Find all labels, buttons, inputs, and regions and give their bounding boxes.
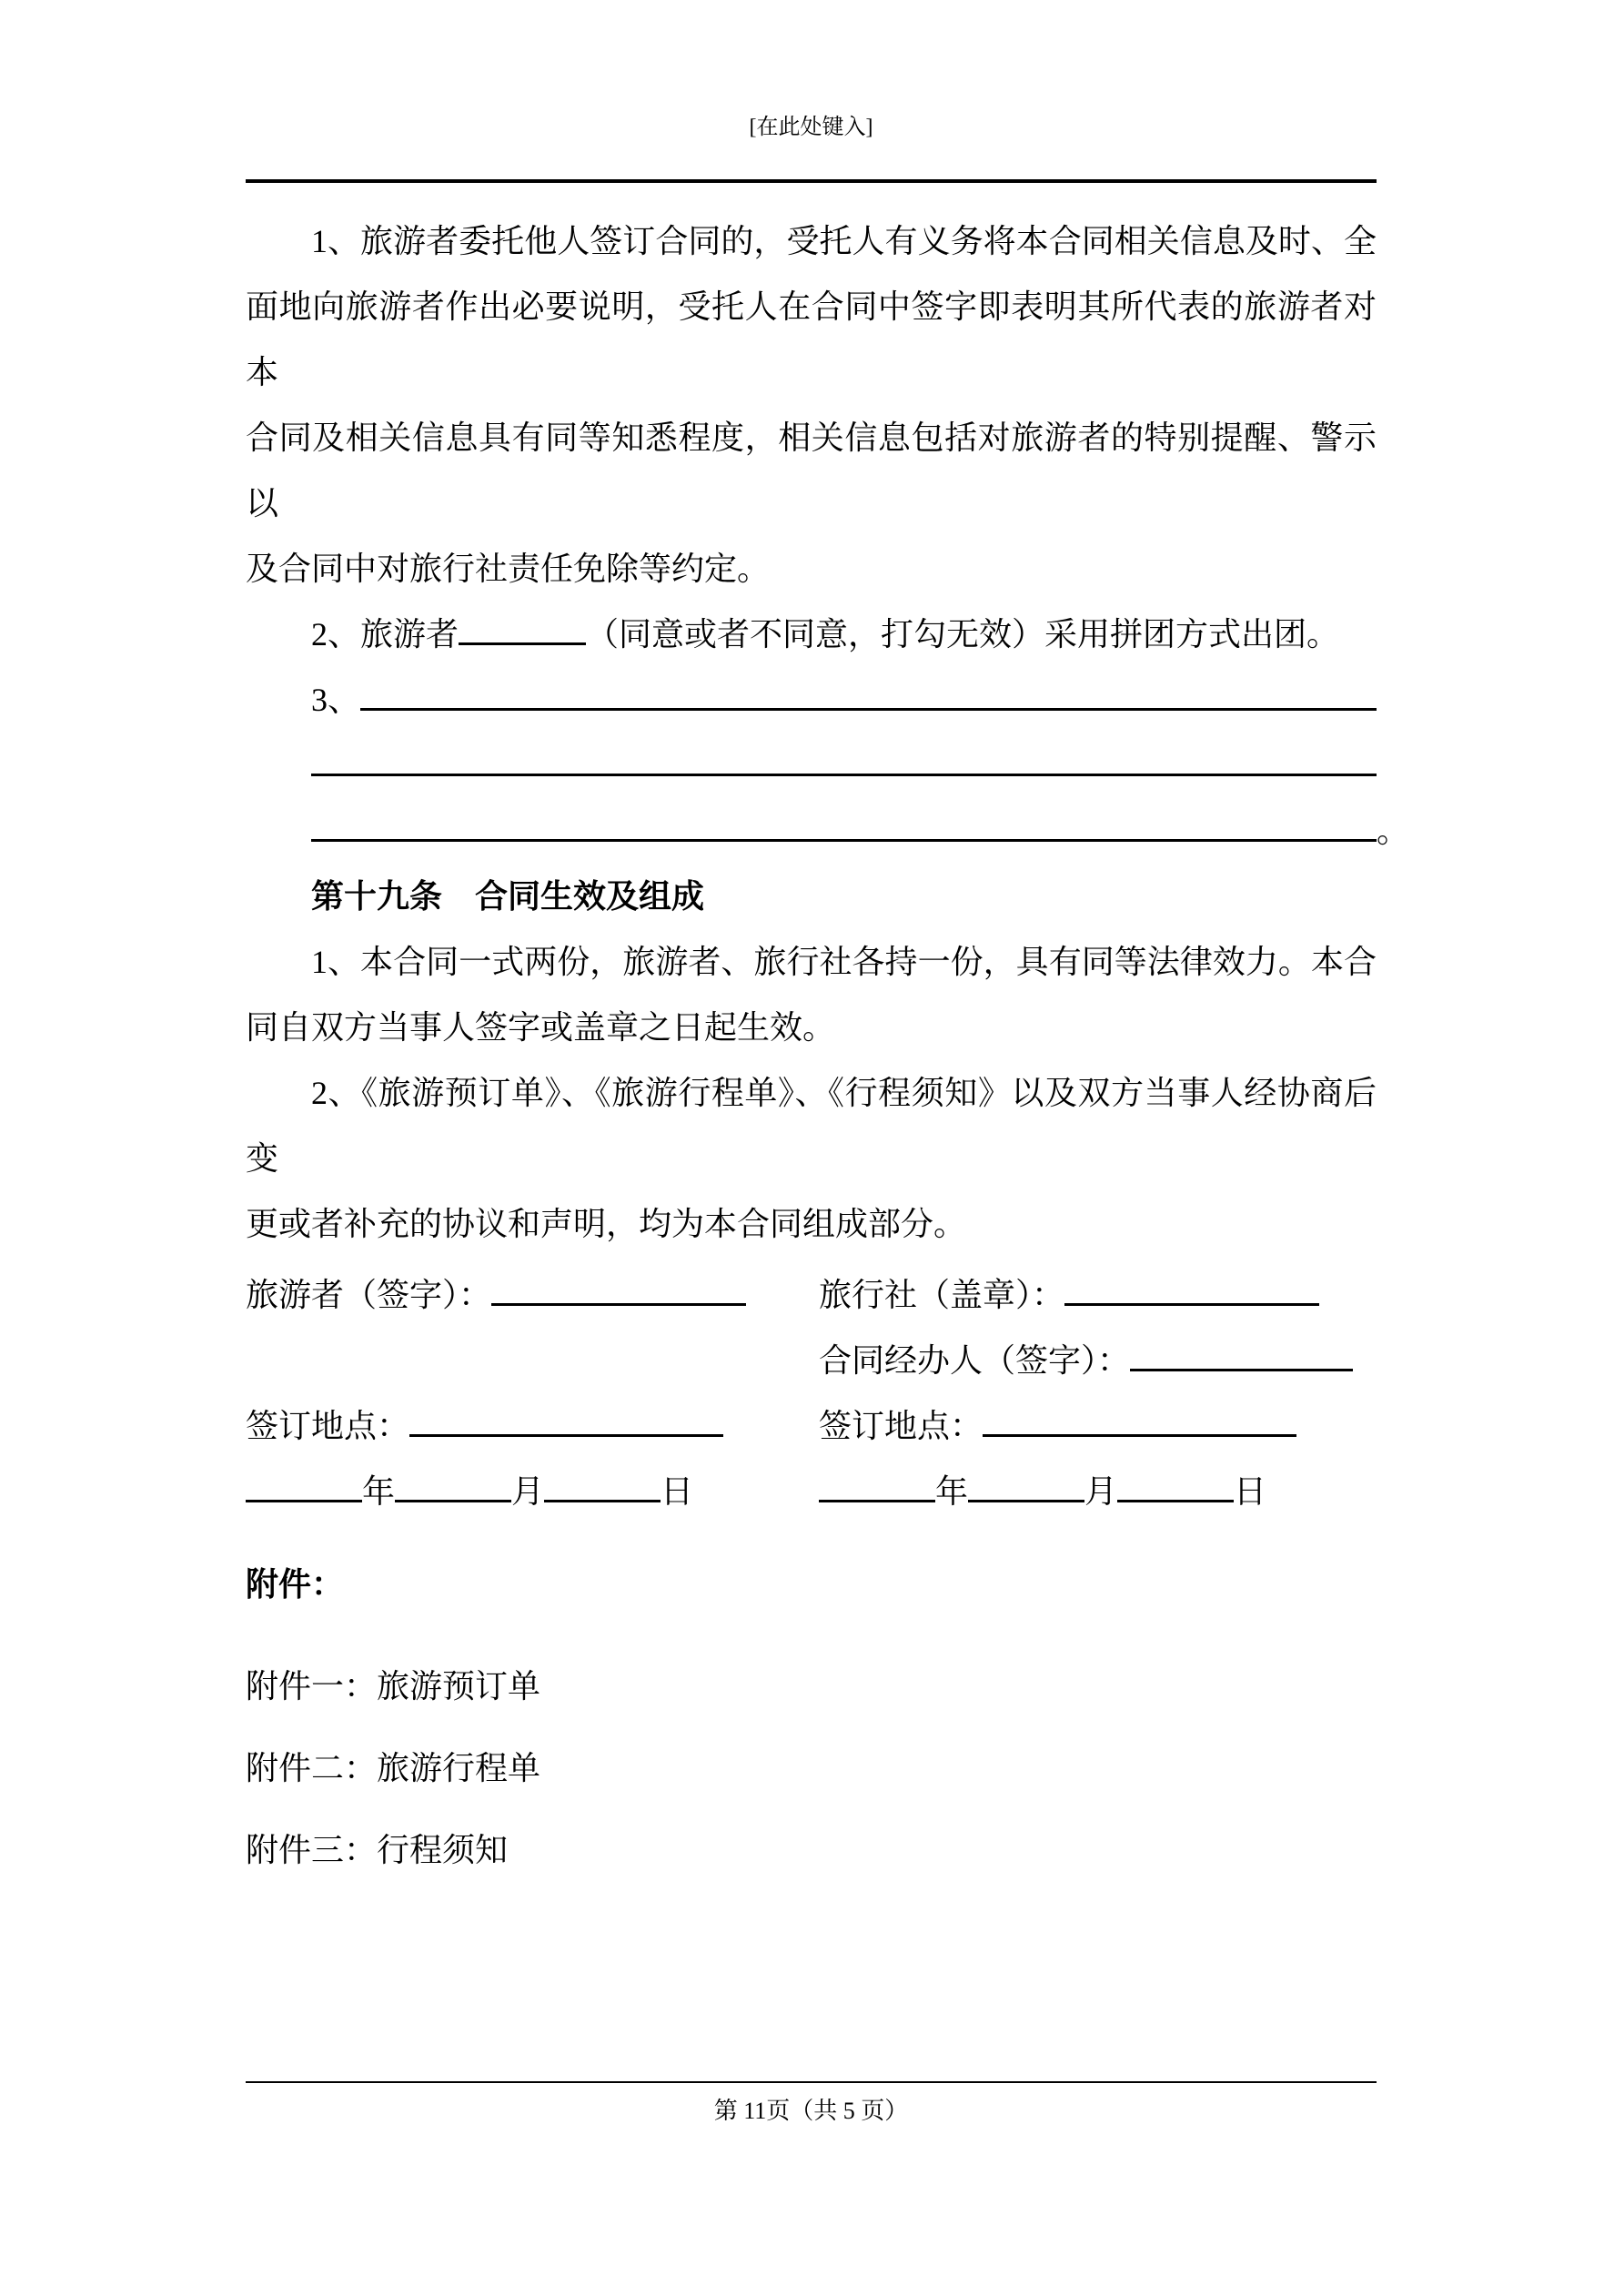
page-footer [246, 2081, 1377, 2125]
traveler-signature-label: 旅游者（签字）： [246, 1277, 492, 1313]
agency-seal-blank[interactable] [1064, 1301, 1319, 1306]
sign-place-label-left: 签订地点： [246, 1408, 410, 1444]
signature-row-4 [246, 1459, 1377, 1524]
year-label: 年 [362, 1473, 396, 1510]
clause-3-blank-1[interactable] [360, 706, 1377, 711]
signature-block [246, 1262, 1377, 1524]
signature-row-1 [246, 1262, 1377, 1328]
sign-place-label-right: 签订地点： [819, 1408, 983, 1444]
sign-place-field-left [246, 1393, 819, 1459]
day-label: 日 [1234, 1473, 1267, 1510]
date-field-right [819, 1459, 1377, 1524]
attachment-item: 附件二：旅游行程单 [246, 1750, 541, 1786]
consent-blank[interactable] [459, 641, 586, 645]
month-blank-left[interactable] [395, 1498, 511, 1502]
article-19-heading: 第十九条 合同生效及组成 [311, 878, 705, 915]
paragraph-line: 及合同中对旅行社责任免除等约定。 [246, 551, 771, 587]
paragraph-line: 2、《旅游预订单》、《旅游行程单》、《行程须知》以及双方当事人经协商后变 [246, 1075, 1377, 1177]
handler-signature-blank[interactable] [1130, 1367, 1353, 1371]
paragraph-line: 1、旅游者委托他人签订合同的，受托人有义务将本合同相关信息及时、全 [311, 223, 1377, 259]
date-field-left [246, 1459, 819, 1524]
clause-3-first-line [246, 667, 1377, 733]
paragraph-line: 面地向旅游者作出必要说明，受托人在合同中签字即表明其所代表的旅游者对本 [246, 288, 1377, 390]
month-blank-right[interactable] [968, 1498, 1084, 1502]
clause-3-paragraph [246, 667, 1410, 864]
header-rule [246, 179, 1377, 183]
handler-signature-label: 合同经办人（签字）： [819, 1342, 1131, 1379]
attachment-item: 附件三：行程须知 [246, 1832, 509, 1868]
document-body [246, 208, 1410, 1883]
sign-place-blank-left[interactable] [409, 1432, 723, 1437]
attachments-section [246, 1552, 1377, 1883]
empty-cell [246, 1328, 819, 1393]
clause-3-prefix: 3、 [311, 682, 361, 718]
paragraph-line: 1、本合同一式两份，旅游者、旅行社各持一份，具有同等法律效力。本合 [311, 944, 1377, 980]
clause-3-period: 。 [1377, 813, 1410, 849]
header-placeholder[interactable]: [在此处键入] [749, 116, 873, 139]
day-label: 日 [661, 1473, 694, 1510]
clause-3-blank-2[interactable] [311, 772, 1377, 776]
clause-1-paragraph [246, 208, 1377, 602]
paragraph-line: 更或者补充的协议和声明，均为本合同组成部分。 [246, 1206, 967, 1242]
page-number: 第 11页（共 5 页） [713, 2098, 909, 2124]
paragraph-line: 合同及相关信息具有同等知悉程度，相关信息包括对旅游者的特别提醒、警示以 [246, 420, 1377, 521]
year-label: 年 [935, 1473, 969, 1510]
sign-place-field-right [819, 1393, 1377, 1459]
traveler-signature-field [246, 1262, 819, 1328]
clause-3-blank-line [246, 733, 1377, 798]
clause-3-blank-line [246, 798, 1410, 864]
year-blank-right[interactable] [819, 1498, 935, 1502]
article-19-paragraph-1 [246, 929, 1377, 1060]
month-label: 月 [511, 1473, 545, 1510]
agency-seal-field [819, 1262, 1377, 1328]
signature-row-2 [246, 1328, 1377, 1393]
year-blank-left[interactable] [246, 1498, 362, 1502]
page-content [0, 115, 1624, 1883]
attachments-title: 附件： [246, 1566, 345, 1603]
clause-3-blank-3[interactable] [311, 837, 1377, 842]
clause-2-prefix: 2、旅游者 [311, 616, 459, 652]
traveler-signature-blank[interactable] [491, 1301, 746, 1306]
signature-row-3 [246, 1393, 1377, 1459]
attachment-item: 附件一：旅游预订单 [246, 1668, 541, 1704]
agency-seal-label: 旅行社（盖章）： [819, 1277, 1065, 1313]
paragraph-line: 同自双方当事人签字或盖章之日起生效。 [246, 1009, 836, 1046]
article-19-paragraph-2 [246, 1060, 1377, 1257]
month-label: 月 [1084, 1473, 1118, 1510]
handler-signature-field [819, 1328, 1377, 1393]
sign-place-blank-right[interactable] [983, 1432, 1296, 1437]
day-blank-right[interactable] [1117, 1498, 1234, 1502]
day-blank-left[interactable] [544, 1498, 661, 1502]
clause-2-suffix: （同意或者不同意，打勾无效）采用拼团方式出团。 [586, 616, 1340, 652]
clause-2-paragraph [246, 602, 1377, 667]
